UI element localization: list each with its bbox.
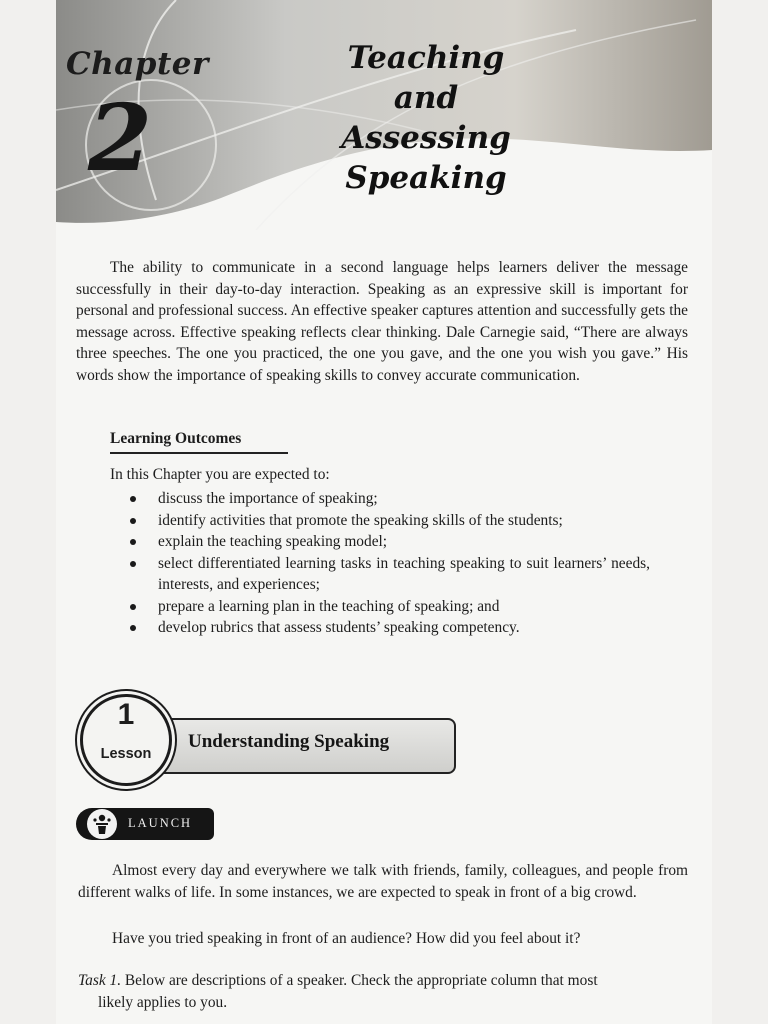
list-item-text: discuss the importance of speaking; [158, 490, 378, 507]
chapter-title [256, 38, 596, 198]
chapter-number: 2 [88, 84, 153, 192]
list-item [130, 510, 650, 532]
chapter-title-line: Assessing Speaking [341, 120, 511, 196]
lesson-title: Understanding Speaking [188, 731, 390, 752]
launch-paragraph [78, 860, 688, 903]
list-item [130, 596, 650, 618]
bullet-icon [130, 625, 136, 631]
learning-outcomes-intro: In this Chapter you are expected to: [110, 466, 330, 483]
intro-paragraph [76, 257, 688, 387]
launch-paragraph-text: Almost every day and everywhere we talk with friends, family, colleagues, and people from different walks of life. In some instances, we are expected to speak in front of a big crowd. [78, 862, 688, 901]
speaker-podium-icon [86, 808, 118, 840]
lesson-label: Lesson [100, 746, 152, 762]
heading-underline [110, 452, 288, 454]
list-item-text: identify activities that promote the speaking skills of the students; [158, 511, 563, 529]
list-item-text: prepare a learning plan in the teaching of speaking; and [158, 597, 500, 615]
intro-text: The ability to communicate in a second language helps learners deliver the message successfully in their day-to-day interaction. Speaking as an expressive skill is important for personal and professional success. An effective speaker captures attention and successfully gets the message across. Effective speaking reflects clear thinking. Dale Carnegie said, “There are always three speeches. The one you practiced, the one you gave, and the one you wish you gave.” His words show the importance of speaking skills to convey accurate communication. [76, 259, 688, 384]
list-item [130, 617, 650, 639]
lesson-number: 1 [117, 698, 135, 731]
bullet-icon [130, 604, 136, 610]
list-item-text: select differentiated learning tasks in teaching speaking to suit learners’ needs, interests, and experiences; [158, 554, 650, 593]
chapter-title-line: and [393, 80, 459, 116]
learning-outcomes-list [130, 488, 650, 639]
task-instruction [78, 970, 688, 1013]
chapter-label: Chapter [66, 46, 209, 82]
list-item [130, 488, 650, 510]
launch-label: LAUNCH [128, 816, 193, 830]
list-item [130, 553, 650, 596]
bullet-icon [130, 496, 136, 502]
list-item-text: explain the teaching speaking model; [158, 533, 388, 550]
bullet-icon [130, 539, 136, 545]
reflection-question: Have you tried speaking in front of an audience? How did you feel about it? [112, 930, 581, 947]
task-text-continued: likely applies to you. [98, 993, 228, 1011]
list-item [130, 531, 650, 553]
bullet-icon [130, 518, 136, 524]
task-text: Below are descriptions of a speaker. Check the appropriate column that most [124, 972, 598, 989]
list-item-text: develop rubrics that assess students’ speaking competency. [158, 619, 520, 636]
task-label: Task 1. [78, 972, 122, 989]
chapter-title-line: Teaching [347, 40, 505, 76]
bullet-icon [130, 561, 136, 567]
learning-outcomes-heading: Learning Outcomes [110, 430, 242, 447]
